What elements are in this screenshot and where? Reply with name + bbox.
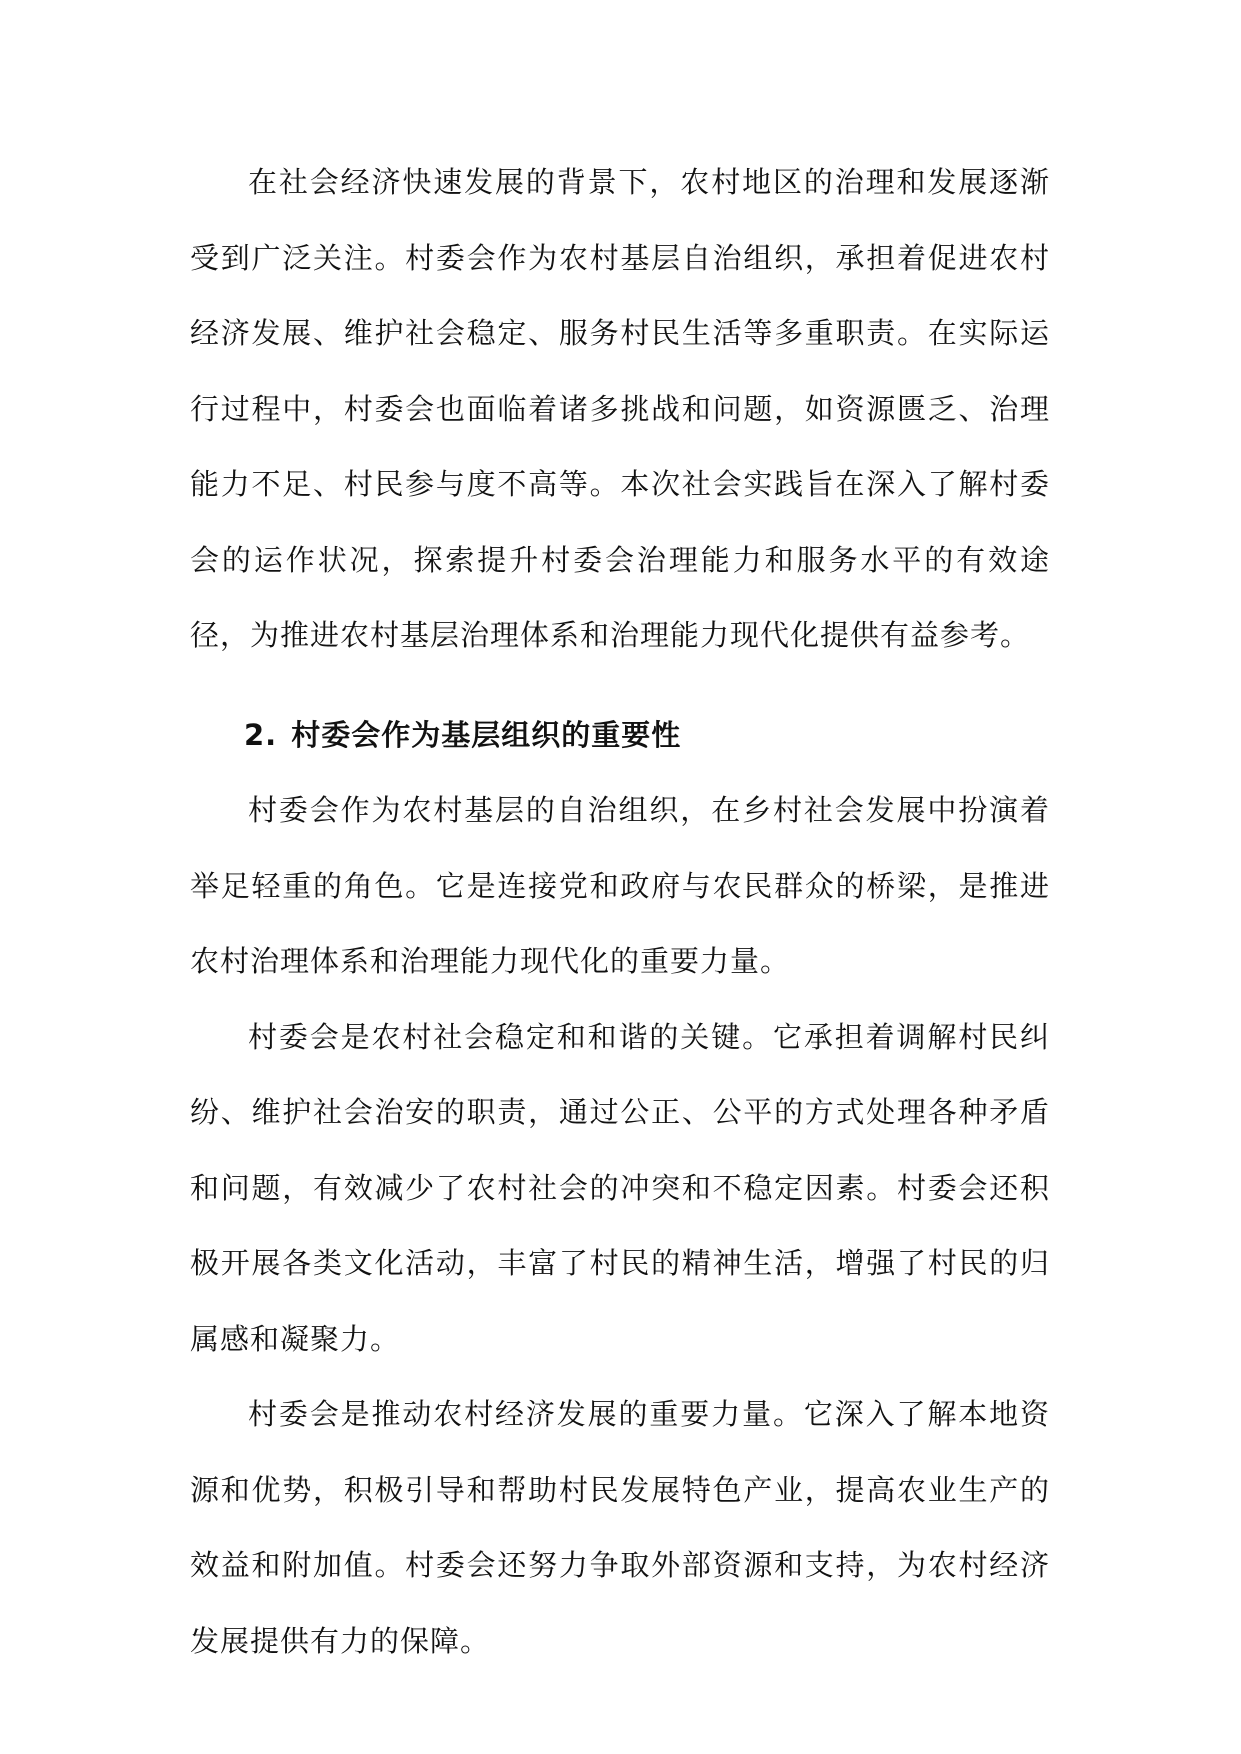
intro-paragraph: 在社会经济快速发展的背景下，农村地区的治理和发展逐渐受到广泛关注。村委会作为农村基层自治组织，承担着促进农村经济发展、维护社会稳定、服务村民生活等多重职责。在实际运行过程中，村委会也面临着诸多挑战和问题，如资源匮乏、治理能力不足、村民参与度不高等。本次社会实践旨在深入了解村委会的运作状况，探索提升村委会治理能力和服务水平的有效途径，为推进农村基层治理体系和治理能力现代化提供有益参考。 <box>190 165 1050 652</box>
section-number: 2. <box>244 717 278 752</box>
document-body <box>190 145 1050 1679</box>
section-title: 村委会作为基层组织的重要性 <box>291 717 682 752</box>
body-paragraph-3: 村委会是推动农村经济发展的重要力量。它深入了解本地资源和优势，积极引导和帮助村民发展特色产业，提高农业生产的效益和附加值。村委会还努力争取外部资源和支持，为农村经济发展提供有力的保障。 <box>190 1397 1050 1658</box>
section-heading <box>190 698 1050 774</box>
body-paragraph-1: 村委会作为农村基层的自治组织，在乡村社会发展中扮演着举足轻重的角色。它是连接党和政府与农民群众的桥梁，是推进农村治理体系和治理能力现代化的重要力量。 <box>190 793 1050 978</box>
body-paragraph-2: 村委会是农村社会稳定和和谐的关键。它承担着调解村民纠纷、维护社会治安的职责，通过公正、公平的方式处理各种矛盾和问题，有效减少了农村社会的冲突和不稳定因素。村委会还积极开展各类文化活动，丰富了村民的精神生活，增强了村民的归属感和凝聚力。 <box>190 1019 1050 1356</box>
